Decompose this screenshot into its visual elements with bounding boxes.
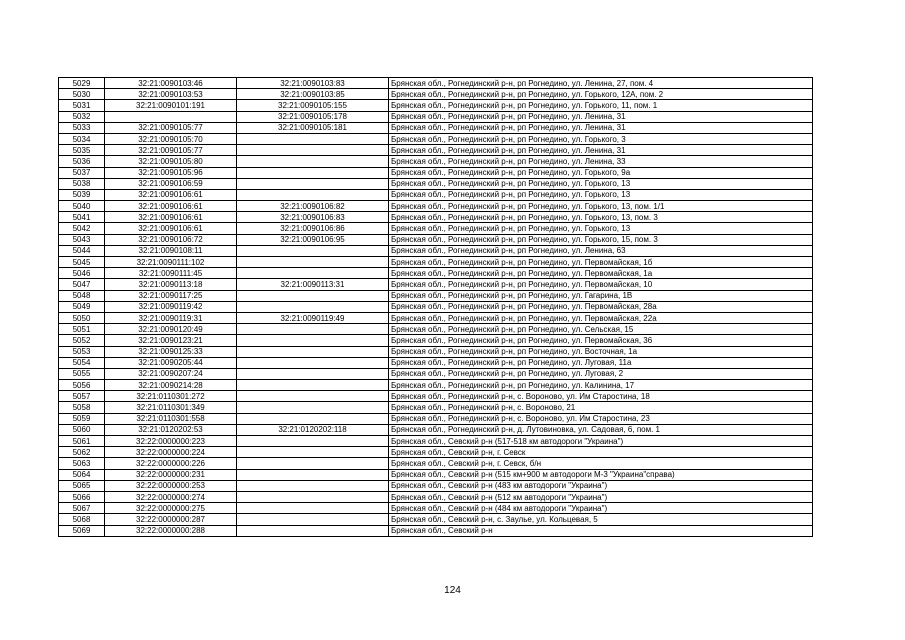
table-row [59,346,813,357]
address-cell: Брянская обл., Рогнединский р-н, рп Рогнедино, ул. Калинина, 17 [389,380,813,391]
cadastral-number-cell: 32:21:0090103:53 [105,89,237,100]
row-number-cell: 5051 [59,324,105,335]
address-cell: Брянская обл., Рогнединский р-н, рп Рогнедино, ул. Горького, 15, пом. 3 [389,234,813,245]
linked-cadastral-number-cell [237,257,389,268]
cadastral-number-cell: 32:21:0090106:72 [105,234,237,245]
address-cell: Брянская обл., Рогнединский р-н, рп Рогнедино, ул. Первомайская, 1а [389,268,813,279]
cadastral-number-cell: 32:22:0000000:287 [105,514,237,525]
row-number-cell: 5043 [59,234,105,245]
address-cell: Брянская обл., Рогнединский р-н, рп Рогнедино, ул. Первомайская, 1б [389,257,813,268]
cadastral-number-cell: 32:21:0110301:558 [105,413,237,424]
cadastral-number-cell: 32:21:0090106:61 [105,201,237,212]
linked-cadastral-number-cell: 32:21:0090105:155 [237,100,389,111]
registry-table [58,77,813,537]
row-number-cell: 5049 [59,301,105,312]
table-row [59,402,813,413]
address-cell: Брянская обл., Рогнединский р-н, д. Лутовиновка, ул. Садовая, 6, пом. 1 [389,424,813,435]
linked-cadastral-number-cell [237,133,389,144]
linked-cadastral-number-cell [237,268,389,279]
linked-cadastral-number-cell: 32:21:0090106:82 [237,201,389,212]
row-number-cell: 5062 [59,447,105,458]
table-row [59,514,813,525]
row-number-cell: 5065 [59,480,105,491]
linked-cadastral-number-cell [237,189,389,200]
address-cell: Брянская обл., Рогнединский р-н, рп Рогнедино, ул. Ленина, 27, пом. 4 [389,78,813,89]
cadastral-number-cell: 32:22:0000000:224 [105,447,237,458]
cadastral-number-cell: 32:21:0110301:349 [105,402,237,413]
table-row [59,312,813,323]
address-cell: Брянская обл., Рогнединский р-н, рп Рогнедино, ул. Горького, 11, пом. 1 [389,100,813,111]
row-number-cell: 5036 [59,156,105,167]
address-cell: Брянская обл., Рогнединский р-н, рп Рогнедино, ул. Луговая, 11а [389,357,813,368]
table-row [59,503,813,514]
row-number-cell: 5056 [59,380,105,391]
cadastral-number-cell [105,111,237,122]
address-cell: Брянская обл., Рогнединский р-н, рп Рогнедино, ул. Горького, 12А, пом. 2 [389,89,813,100]
table-row [59,100,813,111]
cadastral-number-cell: 32:21:0090113:18 [105,279,237,290]
row-number-cell: 5052 [59,335,105,346]
row-number-cell: 5059 [59,413,105,424]
address-cell: Брянская обл., Рогнединский р-н, с. Вороново, ул. Им Старостина, 23 [389,413,813,424]
address-cell: Брянская обл., Севский р-н [389,525,813,536]
table-row [59,491,813,502]
table-row [59,111,813,122]
table-row [59,212,813,223]
table-row [59,178,813,189]
address-cell: Брянская обл., Рогнединский р-н, с. Вороново, 21 [389,402,813,413]
cadastral-number-cell: 32:22:0000000:274 [105,491,237,502]
linked-cadastral-number-cell: 32:21:0090103:85 [237,89,389,100]
linked-cadastral-number-cell: 32:21:0090106:86 [237,223,389,234]
table-row [59,156,813,167]
table-row [59,447,813,458]
row-number-cell: 5040 [59,201,105,212]
table-row [59,89,813,100]
cadastral-number-cell: 32:21:0090105:96 [105,167,237,178]
cadastral-number-cell: 32:21:0090111:102 [105,257,237,268]
table-row [59,525,813,536]
linked-cadastral-number-cell [237,402,389,413]
linked-cadastral-number-cell [237,167,389,178]
linked-cadastral-number-cell [237,525,389,536]
address-cell: Брянская обл., Севский р-н (512 км автодороги "Украина") [389,491,813,502]
row-number-cell: 5037 [59,167,105,178]
row-number-cell: 5064 [59,469,105,480]
registry-sheet [58,77,812,537]
row-number-cell: 5044 [59,245,105,256]
address-cell: Брянская обл., Рогнединский р-н, рп Рогнедино, ул. Первомайская, 28а [389,301,813,312]
row-number-cell: 5030 [59,89,105,100]
row-number-cell: 5029 [59,78,105,89]
table-row [59,458,813,469]
table-row [59,290,813,301]
address-cell: Брянская обл., Рогнединский р-н, рп Рогнедино, ул. Первомайская, 10 [389,279,813,290]
row-number-cell: 5035 [59,145,105,156]
address-cell: Брянская обл., Севский р-н, г. Севск [389,447,813,458]
linked-cadastral-number-cell [237,178,389,189]
cadastral-number-cell: 32:21:0090106:61 [105,189,237,200]
cadastral-number-cell: 32:21:0090105:77 [105,145,237,156]
row-number-cell: 5045 [59,257,105,268]
cadastral-number-cell: 32:21:0090108:11 [105,245,237,256]
cadastral-number-cell: 32:22:0000000:253 [105,480,237,491]
linked-cadastral-number-cell [237,335,389,346]
linked-cadastral-number-cell: 32:21:0090106:83 [237,212,389,223]
row-number-cell: 5058 [59,402,105,413]
row-number-cell: 5033 [59,122,105,133]
address-cell: Брянская обл., Рогнединский р-н, рп Рогнедино, ул. Горького, 13, пом. 1/1 [389,201,813,212]
address-cell: Брянская обл., Рогнединский р-н, рп Рогнедино, ул. Гагарина, 1В [389,290,813,301]
table-row [59,279,813,290]
cadastral-number-cell: 32:21:0090120:49 [105,324,237,335]
cadastral-number-cell: 32:21:0110301:272 [105,391,237,402]
table-row [59,201,813,212]
row-number-cell: 5042 [59,223,105,234]
linked-cadastral-number-cell [237,391,389,402]
address-cell: Брянская обл., Рогнединский р-н, рп Рогнедино, ул. Восточная, 1а [389,346,813,357]
linked-cadastral-number-cell [237,469,389,480]
cadastral-number-cell: 32:21:0120202:53 [105,424,237,435]
address-cell: Брянская обл., Рогнединский р-н, рп Рогнедино, ул. Ленина, 31 [389,111,813,122]
table-row [59,380,813,391]
linked-cadastral-number-cell: 32:21:0090105:178 [237,111,389,122]
address-cell: Брянская обл., Рогнединский р-н, рп Рогнедино, ул. Ленина, 31 [389,145,813,156]
linked-cadastral-number-cell [237,145,389,156]
address-cell: Брянская обл., Рогнединский р-н, рп Рогнедино, ул. Горького, 9а [389,167,813,178]
address-cell: Брянская обл., Рогнединский р-н, рп Рогнедино, ул. Ленина, 31 [389,122,813,133]
table-row [59,78,813,89]
cadastral-number-cell: 32:21:0090123:21 [105,335,237,346]
cadastral-number-cell: 32:22:0000000:288 [105,525,237,536]
linked-cadastral-number-cell [237,458,389,469]
row-number-cell: 5054 [59,357,105,368]
cadastral-number-cell: 32:21:0090119:31 [105,312,237,323]
cadastral-number-cell: 32:22:0000000:226 [105,458,237,469]
address-cell: Брянская обл., Рогнединский р-н, рп Рогнедино, ул. Ленина, 63 [389,245,813,256]
cadastral-number-cell: 32:21:0090106:61 [105,212,237,223]
linked-cadastral-number-cell [237,290,389,301]
table-row [59,167,813,178]
row-number-cell: 5039 [59,189,105,200]
cadastral-number-cell: 32:21:0090106:61 [105,223,237,234]
address-cell: Брянская обл., Рогнединский р-н, рп Рогнедино, ул. Горького, 13 [389,178,813,189]
cadastral-number-cell: 32:21:0090119:42 [105,301,237,312]
linked-cadastral-number-cell [237,447,389,458]
linked-cadastral-number-cell: 32:21:0120202:118 [237,424,389,435]
linked-cadastral-number-cell [237,491,389,502]
linked-cadastral-number-cell [237,480,389,491]
cadastral-number-cell: 32:21:0090214:28 [105,380,237,391]
table-row [59,122,813,133]
cadastral-number-cell: 32:21:0090105:70 [105,133,237,144]
table-row [59,480,813,491]
row-number-cell: 5034 [59,133,105,144]
cadastral-number-cell: 32:21:0090125:33 [105,346,237,357]
address-cell: Брянская обл., Севский р-н (517-518 км автодороги "Украина") [389,436,813,447]
linked-cadastral-number-cell: 32:21:0090113:31 [237,279,389,290]
row-number-cell: 5061 [59,436,105,447]
table-row [59,234,813,245]
row-number-cell: 5032 [59,111,105,122]
table-row [59,469,813,480]
table-row [59,245,813,256]
row-number-cell: 5031 [59,100,105,111]
cadastral-number-cell: 32:21:0090207:24 [105,368,237,379]
table-row [59,223,813,234]
table-row [59,301,813,312]
registry-table-body [59,78,813,537]
address-cell: Брянская обл., Рогнединский р-н, рп Рогнедино, ул. Горького, 13 [389,223,813,234]
linked-cadastral-number-cell [237,301,389,312]
row-number-cell: 5046 [59,268,105,279]
cadastral-number-cell: 32:22:0000000:275 [105,503,237,514]
cadastral-number-cell: 32:21:0090103:46 [105,78,237,89]
linked-cadastral-number-cell [237,514,389,525]
row-number-cell: 5050 [59,312,105,323]
address-cell: Брянская обл., Рогнединский р-н, рп Рогнедино, ул. Ленина, 33 [389,156,813,167]
address-cell: Брянская обл., Севский р-н (483 км автодороги "Украина") [389,480,813,491]
table-row [59,357,813,368]
linked-cadastral-number-cell [237,346,389,357]
cadastral-number-cell: 32:21:0090111:45 [105,268,237,279]
address-cell: Брянская обл., Севский р-н, с. Заулье, ул. Кольцевая, 5 [389,514,813,525]
cadastral-number-cell: 32:22:0000000:223 [105,436,237,447]
linked-cadastral-number-cell [237,380,389,391]
cadastral-number-cell: 32:21:0090105:77 [105,122,237,133]
cadastral-number-cell: 32:21:0090105:80 [105,156,237,167]
linked-cadastral-number-cell: 32:21:0090106:95 [237,234,389,245]
table-row [59,413,813,424]
row-number-cell: 5068 [59,514,105,525]
address-cell: Брянская обл., Рогнединский р-н, рп Рогнедино, ул. Горького, 3 [389,133,813,144]
row-number-cell: 5069 [59,525,105,536]
address-cell: Брянская обл., Рогнединский р-н, рп Рогнедино, ул. Первомайская, 22а [389,312,813,323]
linked-cadastral-number-cell [237,156,389,167]
linked-cadastral-number-cell [237,436,389,447]
table-row [59,436,813,447]
linked-cadastral-number-cell: 32:21:0090105:181 [237,122,389,133]
table-row [59,189,813,200]
linked-cadastral-number-cell [237,368,389,379]
address-cell: Брянская обл., Рогнединский р-н, рп Рогнедино, ул. Сельская, 15 [389,324,813,335]
address-cell: Брянская обл., Рогнединский р-н, рп Рогнедино, ул. Горького, 13, пом. 3 [389,212,813,223]
cadastral-number-cell: 32:21:0090117:25 [105,290,237,301]
cadastral-number-cell: 32:22:0000000:231 [105,469,237,480]
linked-cadastral-number-cell [237,503,389,514]
table-row [59,391,813,402]
table-row [59,324,813,335]
row-number-cell: 5055 [59,368,105,379]
linked-cadastral-number-cell [237,413,389,424]
address-cell: Брянская обл., Рогнединский р-н, рп Рогнедино, ул. Первомайская, 36 [389,335,813,346]
address-cell: Брянская обл., Рогнединский р-н, с. Вороново, ул. Им Старостина, 18 [389,391,813,402]
page-number: 124 [444,585,461,596]
table-row [59,368,813,379]
cadastral-number-cell: 32:21:0090106:59 [105,178,237,189]
linked-cadastral-number-cell [237,324,389,335]
row-number-cell: 5066 [59,491,105,502]
table-row [59,424,813,435]
address-cell: Брянская обл., Севский р-н, г. Севск, б/н [389,458,813,469]
table-row [59,257,813,268]
row-number-cell: 5063 [59,458,105,469]
linked-cadastral-number-cell [237,245,389,256]
cadastral-number-cell: 32:21:0090205:44 [105,357,237,368]
linked-cadastral-number-cell: 32:21:0090119:49 [237,312,389,323]
row-number-cell: 5067 [59,503,105,514]
row-number-cell: 5041 [59,212,105,223]
table-row [59,335,813,346]
row-number-cell: 5053 [59,346,105,357]
address-cell: Брянская обл., Рогнединский р-н, рп Рогнедино, ул. Горького, 13 [389,189,813,200]
row-number-cell: 5047 [59,279,105,290]
table-row [59,268,813,279]
row-number-cell: 5048 [59,290,105,301]
row-number-cell: 5057 [59,391,105,402]
address-cell: Брянская обл., Севский р-н (515 км+900 м автодороги М-3 "Украина"справа) [389,469,813,480]
row-number-cell: 5060 [59,424,105,435]
table-row [59,145,813,156]
cadastral-number-cell: 32:21:0090101:191 [105,100,237,111]
address-cell: Брянская обл., Севский р-н (484 км автодороги "Украина") [389,503,813,514]
table-row [59,133,813,144]
row-number-cell: 5038 [59,178,105,189]
linked-cadastral-number-cell [237,357,389,368]
linked-cadastral-number-cell: 32:21:0090103:83 [237,78,389,89]
address-cell: Брянская обл., Рогнединский р-н, рп Рогнедино, ул. Луговая, 2 [389,368,813,379]
